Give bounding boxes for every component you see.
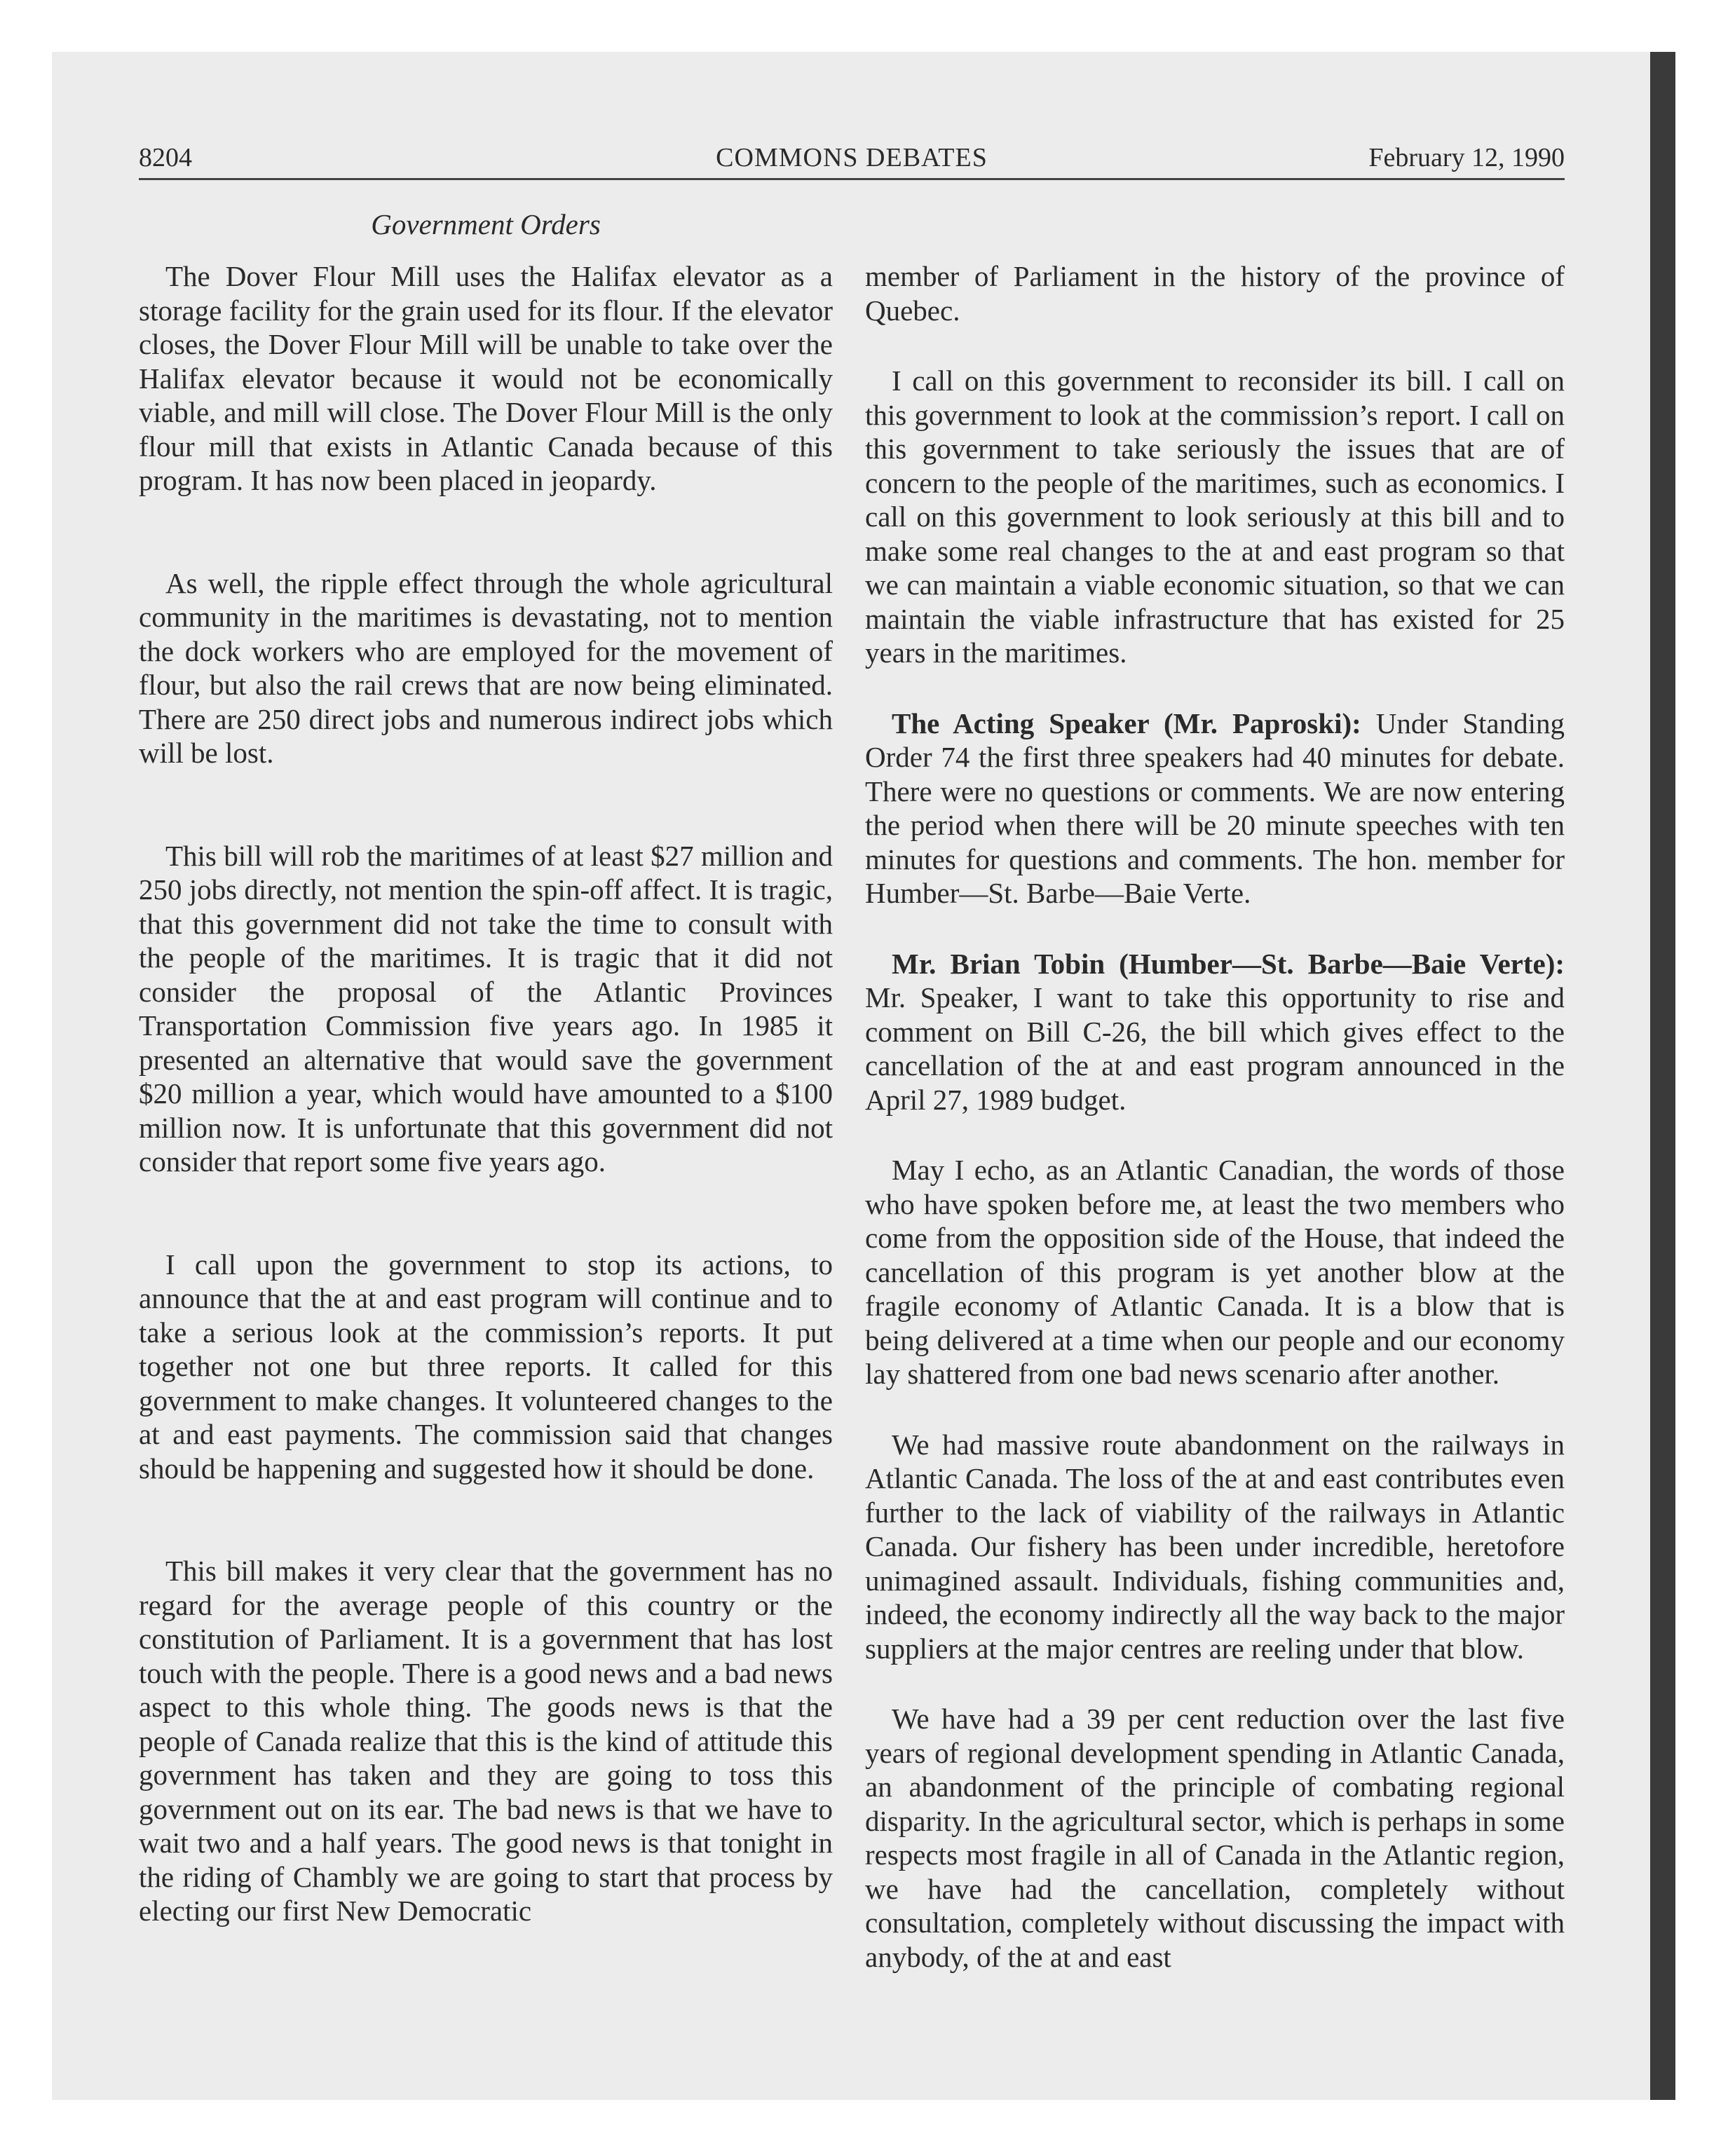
publication-title: COMMONS DEBATES	[716, 143, 988, 172]
paragraph: We had massive route abandonment on the railways in Atlantic Canada. The loss of the at and east contributes even further to the lack of viability of the railways in Atlantic Canada. Our fishery has been under incredible, heretofore unimagined assault. Individuals, fishing communities and, indeed, the economy indirectly all the way back to the major suppliers at the major centres are reeling under that blow.	[865, 1428, 1565, 1665]
scan-binding-edge	[1650, 52, 1675, 2100]
paragraph: I call upon the government to stop its actions, to announce that the at and east program will continue and to take a serious look at the commission’s reports. It put together not one but three reports. It called for this government to make changes. It volunteered changes to the at and east payments. The commission said that changes should be happening and suggested how it should be done.	[139, 1248, 833, 1485]
page-header	[139, 137, 1565, 179]
paragraph: The Dover Flour Mill uses the Halifax elevator as a storage facility for the grain used for its flour. If the elevator closes, the Dover Flour Mill will be unable to take over the Halifax elevator because it would not be economically viable, and mill will close. The Dover Flour Mill is the only flour mill that exists in Atlantic Canada because of this program. It has now been placed in jeopardy.	[139, 260, 833, 496]
section-title: Government Orders	[371, 208, 601, 240]
speaker-paragraph	[865, 707, 1565, 910]
speaker-paragraph	[865, 947, 1565, 1117]
speaker-name: Mr. Brian Tobin (Humber—St. Barbe—Baie Verte):	[892, 947, 1565, 980]
header-rule	[139, 178, 1565, 180]
speaker-text: Under Standing Order 74 the first three speakers had 40 minutes for debate. There were no questions or comments. We are now entering the period when there will be 20 minute speeches with ten minutes for questions and comments. The hon. member for Humber—St. Barbe—Baie Verte.	[865, 707, 1565, 909]
paragraph: This bill will rob the maritimes of at least $27 million and 250 jobs directly, not mention the spin-off affect. It is tragic, that this government did not take the time to consult with the people of the maritimes. It is tragic that it did not consider the proposal of the Atlantic Provinces Transportation Commission five years ago. In 1985 it presented an alternative that would save the government $20 million a year, which would have amounted to a $100 million now. It is unfortunate that this government did not consider that report some five years ago.	[139, 839, 833, 1178]
paragraph: As well, the ripple effect through the whole agricultural community in the maritimes is devastating, not to mention the dock workers who are employed for the movement of flour, but also the rail crews that are now being eliminated. There are 250 direct jobs and numerous indirect jobs which will be lost.	[139, 566, 833, 769]
speaker-name: The Acting Speaker (Mr. Paproski):	[892, 707, 1361, 739]
left-column	[139, 259, 833, 1928]
right-column	[865, 259, 1565, 1974]
paragraph: We have had a 39 per cent reduction over the last five years of regional development spending in Atlantic Canada, an abandonment of the principle of combating regional disparity. In the agricultural sector, which is perhaps in some respects most fragile in all of Canada in the Atlantic region, we have had the cancellation, completely without consultation, completely without discussing the impact with anybody, of the at and east	[865, 1703, 1565, 1973]
speaker-text: Mr. Speaker, I want to take this opportunity to rise and comment on Bill C-26, the bill which gives effect to the cancellation of the at and east program announced in the April 27, 1989 budget.	[865, 981, 1565, 1116]
page-number: 8204	[139, 143, 192, 172]
paragraph: I call on this government to reconsider its bill. I call on this government to look at the commission’s report. I call on this government to take seriously the issues that are of concern to the people of the maritimes, such as economics. I call on this government to look seriously at this bill and to make some real changes to the at and east program so that we can maintain a viable economic situation, so that we can maintain the viable infrastructure that has existed for 25 years in the maritimes.	[865, 364, 1565, 669]
publication-date: February 12, 1990	[1368, 143, 1565, 172]
paragraph: This bill makes it very clear that the government has no regard for the average people of this country or the constitution of Parliament. It is a government that has lost touch with the people. There is a good news and a bad news aspect to this whole thing. The goods news is that the people of Canada realize that this is the kind of attitude this government has taken and they are going to toss this government out on its ear. The bad news is that we have to wait two and a half years. The good news is that tonight in the riding of Chambly we are going to start that process by electing our first New Democratic	[139, 1555, 833, 1927]
paragraph-continuation: member of Parliament in the history of the province of Quebec.	[865, 260, 1565, 327]
paragraph: May I echo, as an Atlantic Canadian, the words of those who have spoken before me, at least the two members who come from the opposition side of the House, that indeed the cancellation of this program is yet another blow at the fragile economy of Atlantic Canada. It is a blow that is being delivered at a time when our people and our economy lay shattered from one bad news scenario after another.	[865, 1154, 1565, 1390]
